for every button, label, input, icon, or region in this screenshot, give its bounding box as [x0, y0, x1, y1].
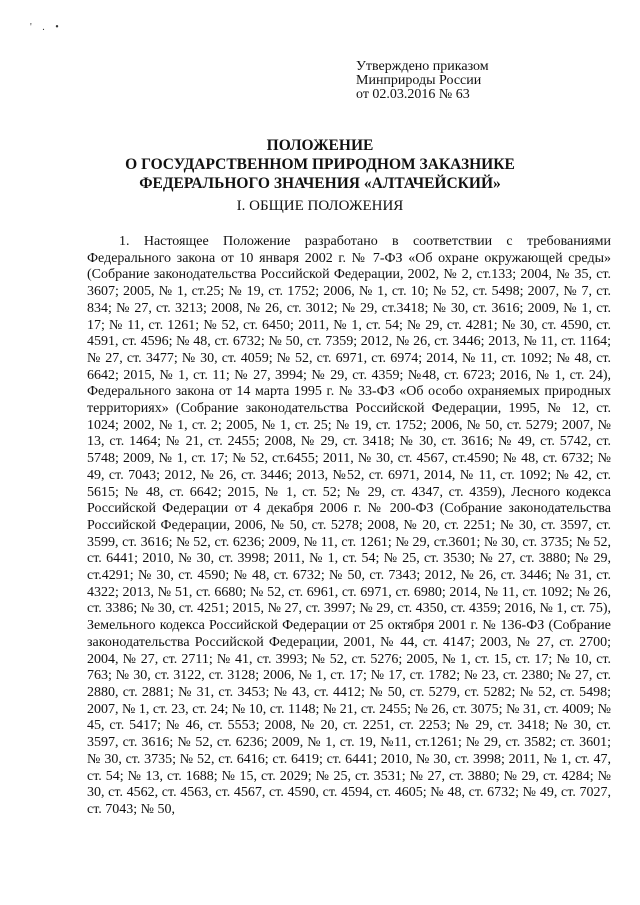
section-heading: I. ОБЩИЕ ПОЛОЖЕНИЯ [236, 198, 404, 214]
title-line: ПОЛОЖЕНИЕ [266, 137, 374, 154]
body-text [87, 234, 611, 819]
paragraph: 1. Настоящее Положение разработано в соответствии с требованиями Федерального закона от 10 января 2002 г. № 7-ФЗ «Об охране окружающей среды» (Собрание законодательства Российской Федерации, 2002, № 2, ст.133; 2004, № 35, ст. 3607; 2005, № 1, ст.25; № 19, ст. 1752; 2006, № 1, ст. 10; № 52, ст. 5498; 2007, № 7, ст. 834; № 27, ст. 3213; 2008, № 26, ст. 3012; № 29, ст.3418; № 30, ст. 3616; 2009, № 1, ст. 17; № 11, ст. 1261; № 52, ст. 6450; 2011, № 1, ст. 54; № 29, ст. 4281; № 30, ст. 4590, ст. 4591, ст. 4596; № 48, ст. 6732; № 50, ст. 7359; 2012, № 26, ст. 3446; 2013, № 11, ст. 1164; № 27, ст. 3477; № 30, ст. 4059; № 52, ст. 6971, ст. 6974; 2014, № 11, ст. 1092; № 48, ст. 6642; 2015, № 1, ст. 11; № 27, 3994; № 29, ст. 4359; №48, ст. 6723; 2016, № 1, ст. 24), Федерального закона от 14 марта 1995 г. № 33-ФЗ «Об особо охраняемых природных территориях» (Собрание законодательства Российской Федерации, 1995, № 12, ст. 1024; 2002, № 1, ст. 2; 2005, № 1, ст. 25; № 19, ст. 1752; 2006, № 50, ст. 5279; 2007, № 13, ст. 1464; № 21, ст. 2455; 2008, № 29, ст. 3418; № 30, ст. 3616; № 49, ст. 5742, ст. 5748; 2009, № 1, ст. 17; № 52, ст.6455; 2011, № 30, ст. 4567, ст.4590; № 48, ст. 6732; № 49, ст. 7043; 2012, № 26, ст. 3446; 2013, №52, ст. 6971, 2014, № 11, ст. 1092; № 42, ст. 5615; № 48, ст. 6642; 2015, № 1, ст. 52; № 29, ст. 4347, ст. 4359), Лесного кодекса Российской Федерации от 4 декабря 2006 г. № 200-ФЗ (Собрание законодательства Российской Федерации, 2006, № 50, ст. 5278; 2008, № 20, ст. 2251; № 30, ст. 3597, ст. 3599, ст. 3616; № 52, ст. 6236; 2009, № 11, ст. 1261; № 29, ст.3601; № 30, ст. 3735; № 52, ст. 6441; 2010, № 30, ст. 3998; 2011, № 1, ст. 54; № 25, ст. 3530; № 27, ст. 3880; № 29, ст.4291; № 30, ст. 4590; № 48, ст. 6732; № 50, ст. 7343; 2012, № 26, ст. 3446; № 31, ст. 4322; 2013, № 51, ст. 6680; № 52, ст. 6961, ст. 6971, ст. 6980; 2014, № 11, ст. 1092; № 26, ст. 3386; № 30, ст. 4251; 2015, № 27, ст. 3997; № 29, ст. 4350, ст. 4359; 2016, № 1, ст. 75), Земельного кодекса Российской Федерации от 25 октября 2001 г. № 136-ФЗ (Собрание законодательства Российской Федерации, 2001, № 44, ст. 4147; 2003, № 27, ст. 2700; 2004, № 27, ст. 2711; № 41, ст. 3993; № 52, ст. 5276; 2005, № 1, ст. 15, ст. 17; № 10, ст. 763; № 30, ст. 3122, ст. 3128; 2006, № 1, ст. 17; № 17, ст. 1782; № 23, ст. 2380; № 27, ст. 2880, ст. 2881; № 31, ст. 3453; № 43, ст. 4412; № 50, ст. 5279, ст. 5282; № 52, ст. 5498; 2007, № 1, ст. 23, ст. 24; № 10, ст. 1148; № 21, ст. 2455; № 26, ст. 3075; № 31, ст. 4009; № 45, ст. 5417; № 46, ст. 5553; 2008, № 20, ст. 2251, ст. 2253; № 29, ст. 3418; № 30, ст. 3597, ст. 3616; № 52, ст. 6236; 2009, № 1, ст. 19, №11, ст.1261; № 29, ст. 3582; ст. 3601; № 30, ст. 3735; № 52, ст. 6416; ст. 6419; ст. 6441; 2010, № 30, ст. 3998; 2011, № 1, ст. 47, ст. 54; № 13, ст. 1688; № 15, ст. 2029; № 25, ст. 3531; № 27, ст. 3880; № 29, ст. 4284; № 30, ст. 4562, ст. 4563, ст. 4567, ст. 4590, ст. 4594, ст. 4605; № 48, ст. 6732; № 49, ст. 7027, ст. 7043; № 50, [87, 234, 611, 817]
approval-line: Минприроды России [356, 73, 482, 88]
approval-line: от 02.03.2016 № 63 [356, 87, 470, 102]
approval-line: Утверждено приказом [356, 59, 489, 74]
title-line: ФЕДЕРАЛЬНОГО ЗНАЧЕНИЯ «АЛТАЧЕЙСКИЙ» [139, 175, 501, 192]
document-title [0, 136, 640, 193]
title-line: О ГОСУДАРСТВЕННОМ ПРИРОДНОМ ЗАКАЗНИКЕ [125, 156, 515, 173]
approval-block [356, 60, 489, 102]
scan-marks: ' . • [30, 22, 63, 33]
